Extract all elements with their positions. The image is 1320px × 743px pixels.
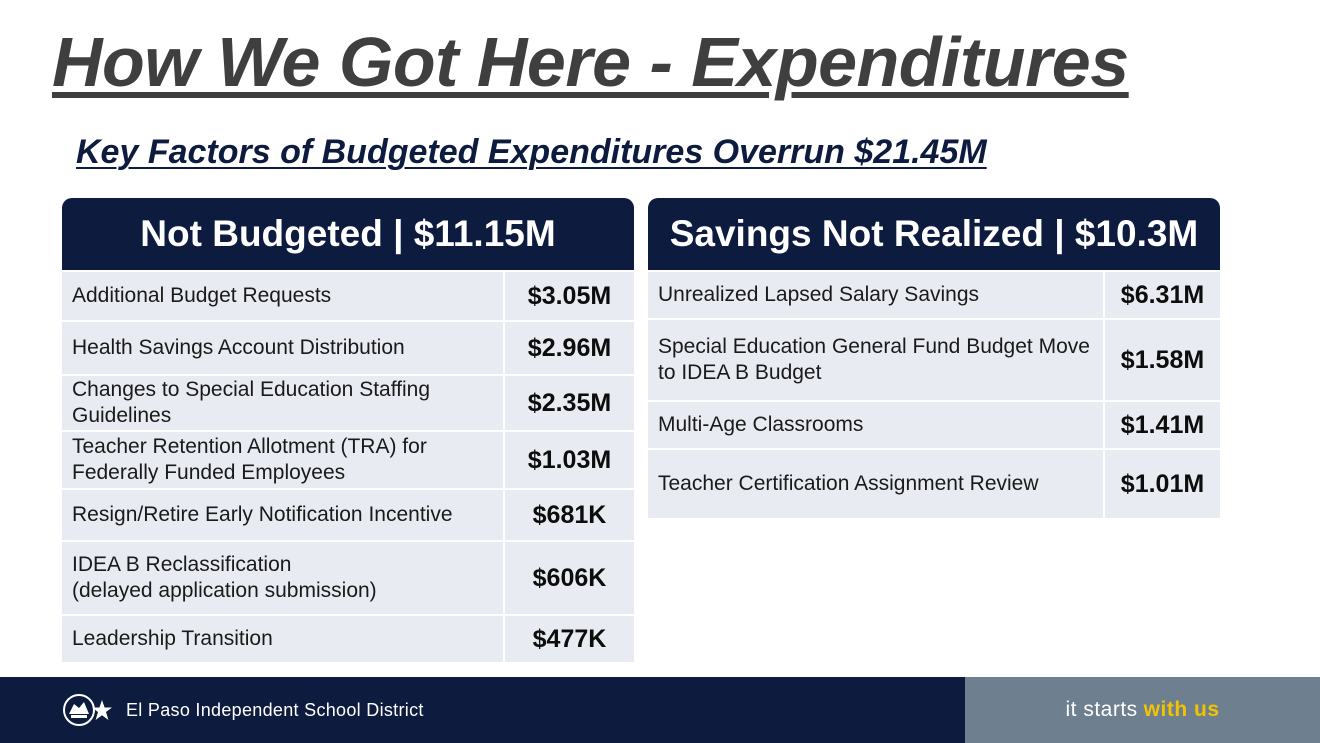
- row-amount: $681K: [503, 490, 634, 540]
- row-label: IDEA B Reclassification (delayed application submission): [62, 542, 503, 614]
- row-label: Resign/Retire Early Notification Incentive: [62, 490, 503, 540]
- row-amount: $6.31M: [1103, 272, 1220, 318]
- table-row: [62, 488, 634, 540]
- row-amount: $1.41M: [1103, 402, 1220, 448]
- row-label: Teacher Certification Assignment Review: [648, 450, 1103, 518]
- row-label: Health Savings Account Distribution: [62, 322, 503, 374]
- row-amount: $1.58M: [1103, 320, 1220, 400]
- row-amount: $1.01M: [1103, 450, 1220, 518]
- row-label: Additional Budget Requests: [62, 272, 503, 320]
- row-amount: $2.96M: [503, 322, 634, 374]
- table-row: [62, 320, 634, 374]
- table-row: [62, 270, 634, 320]
- row-amount: $3.05M: [503, 272, 634, 320]
- row-amount: $606K: [503, 542, 634, 614]
- row-label: Special Education General Fund Budget Move to IDEA B Budget: [648, 320, 1103, 400]
- tagline-start: it starts: [1065, 698, 1138, 721]
- row-label: Teacher Retention Allotment (TRA) for Federally Funded Employees: [62, 432, 503, 488]
- row-label: Leadership Transition: [62, 616, 503, 662]
- table-row: [62, 430, 634, 488]
- row-label: Changes to Special Education Staffing Guidelines: [62, 376, 503, 430]
- row-amount: $2.35M: [503, 376, 634, 430]
- footer-bar: [0, 677, 1320, 743]
- table-row: [62, 374, 634, 430]
- district-name: El Paso Independent School District: [126, 699, 424, 720]
- table-row: [62, 540, 634, 614]
- row-label: Multi-Age Classrooms: [648, 402, 1103, 448]
- savings-not-realized-panel: [648, 198, 1220, 518]
- not-budgeted-panel: [62, 198, 634, 662]
- not-budgeted-header: Not Budgeted | $11.15M: [62, 198, 634, 270]
- table-row: [648, 318, 1220, 400]
- table-row: [648, 400, 1220, 448]
- page-subtitle: Key Factors of Budgeted Expenditures Overrun $21.45M: [76, 133, 987, 171]
- savings-not-realized-header: Savings Not Realized | $10.3M: [648, 198, 1220, 270]
- page-title: How We Got Here - Expenditures: [52, 23, 1129, 101]
- table-row: [62, 614, 634, 662]
- row-amount: $477K: [503, 616, 634, 662]
- row-amount: $1.03M: [503, 432, 634, 488]
- table-row: [648, 448, 1220, 518]
- table-row: [648, 270, 1220, 318]
- row-label: Unrealized Lapsed Salary Savings: [648, 272, 1103, 318]
- district-seal-star-icon: [62, 690, 112, 730]
- footer-tagline: [965, 677, 1320, 743]
- footer-branding: [62, 677, 424, 743]
- tagline-highlight: with us: [1143, 698, 1220, 721]
